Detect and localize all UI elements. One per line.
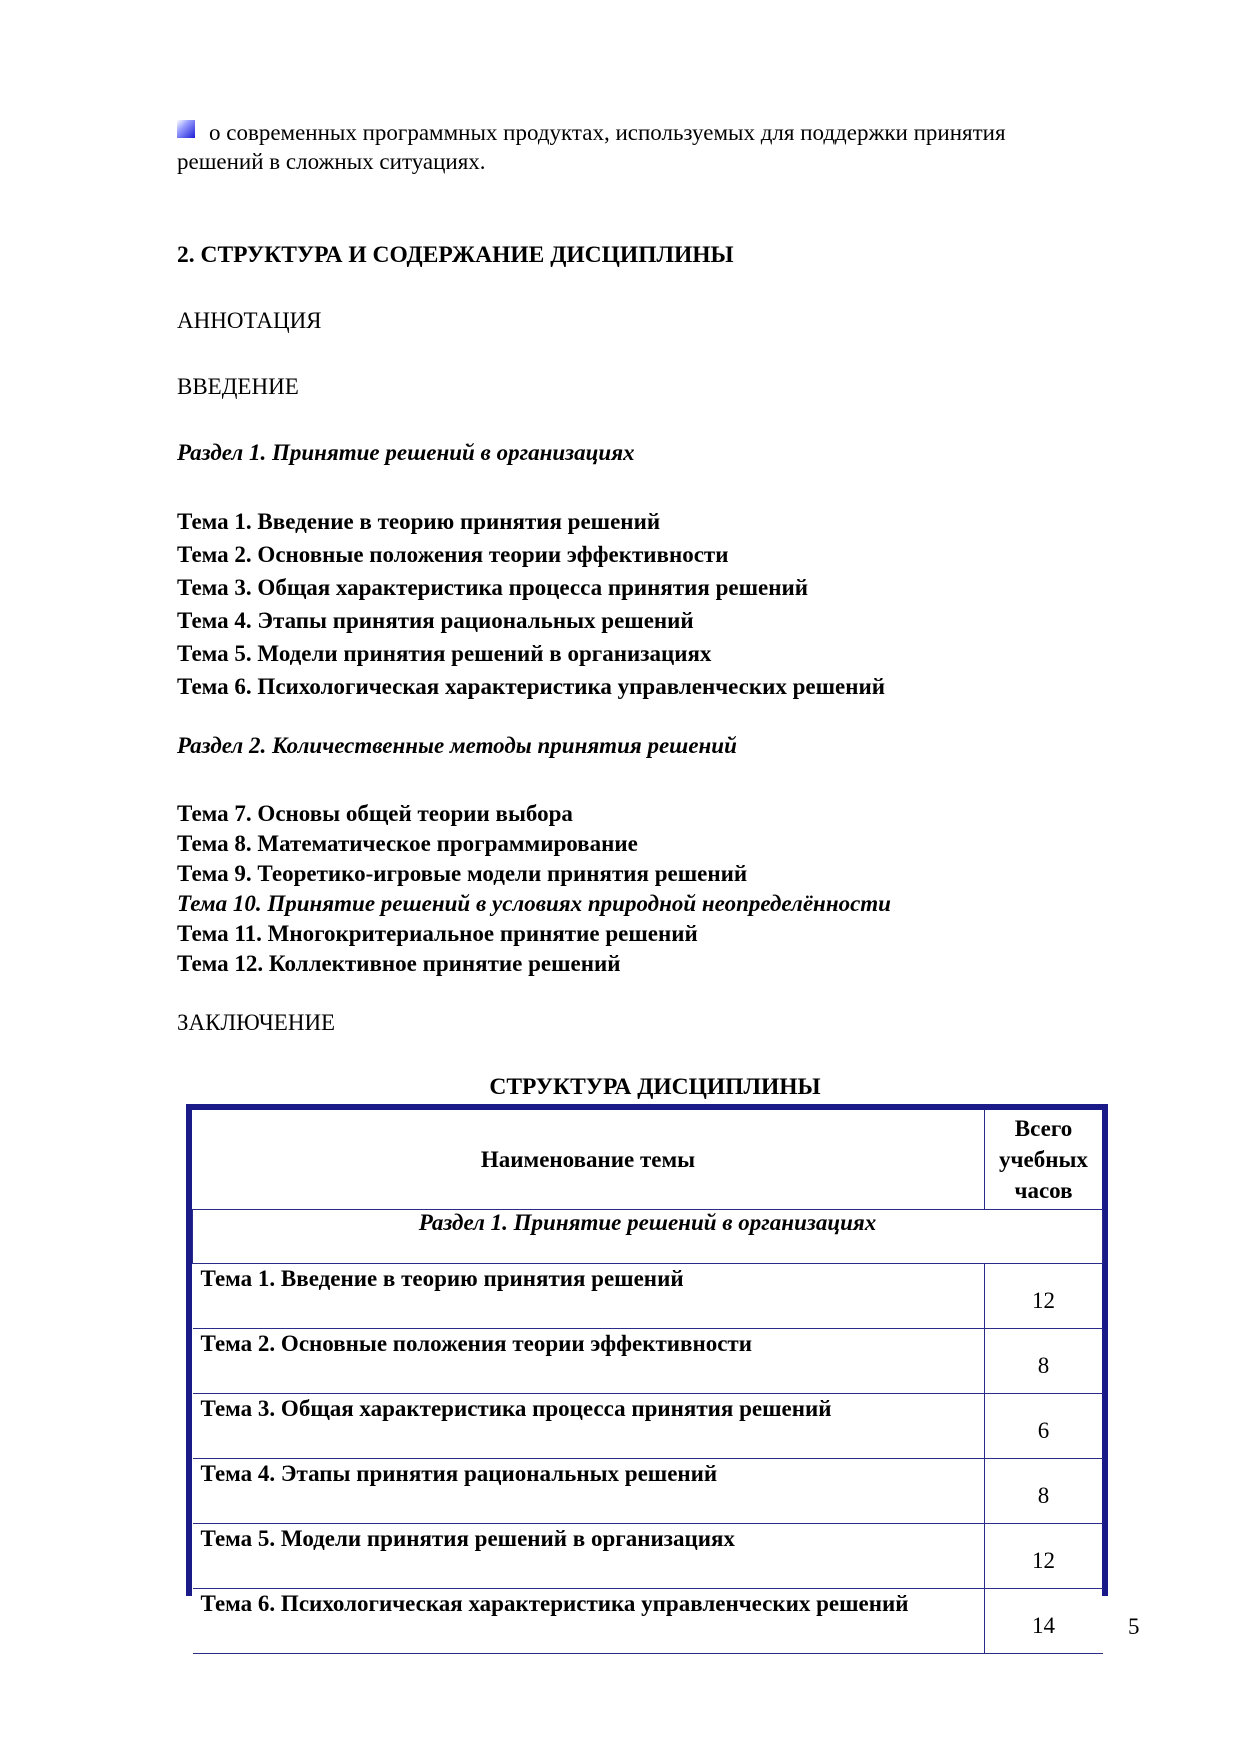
table-header-row — [193, 1110, 1103, 1210]
topic-item: Тема 3. Общая характеристика процесса принятия решений — [177, 575, 808, 600]
row-topic-name: Тема 4. Этапы принятия рациональных решений — [193, 1459, 985, 1524]
header-total-hours: Всего учебных часов — [984, 1110, 1103, 1210]
part2-title: Раздел 2. Количественные методы принятия решений — [177, 733, 737, 758]
row-topic-name: Тема 5. Модели принятия решений в организациях — [193, 1524, 985, 1589]
page-number: 5 — [1128, 1614, 1140, 1639]
table-row — [193, 1589, 1103, 1654]
table-section-row — [193, 1210, 1103, 1264]
topic-item: Тема 10. Принятие решений в условиях природной неопределённости — [177, 891, 891, 916]
topic-item: Тема 6. Психологическая характеристика управленческих решений — [177, 674, 886, 699]
topic-item: Тема 8. Математическое программирование — [177, 831, 638, 856]
row-hours: 8 — [984, 1329, 1103, 1394]
row-topic-name: Тема 3. Общая характеристика процесса принятия решений — [193, 1394, 985, 1459]
row-hours: 6 — [984, 1394, 1103, 1459]
row-hours: 12 — [984, 1524, 1103, 1589]
row-hours: 8 — [984, 1459, 1103, 1524]
topic-item: Тема 9. Теоретико-игровые модели принятия решений — [177, 861, 748, 886]
table-row — [193, 1329, 1103, 1394]
row-topic-name: Тема 1. Введение в теорию принятия решений — [193, 1264, 985, 1329]
table-title: СТРУКТУРА ДИСЦИПЛИНЫ — [489, 1074, 821, 1100]
part1-title: Раздел 1. Принятие решений в организациях — [177, 440, 635, 465]
row-hours: 14 — [984, 1589, 1103, 1654]
table-row — [193, 1394, 1103, 1459]
annotation-heading: АННОТАЦИЯ — [177, 308, 322, 333]
section-heading: 2. СТРУКТУРА И СОДЕРЖАНИЕ ДИСЦИПЛИНЫ — [177, 242, 734, 268]
table-row — [193, 1524, 1103, 1589]
row-topic-name: Тема 2. Основные положения теории эффективности — [193, 1329, 985, 1394]
section-row-title: Раздел 1. Принятие решений в организациях — [193, 1210, 1103, 1264]
topic-item: Тема 5. Модели принятия решений в организациях — [177, 641, 712, 666]
table-row — [193, 1459, 1103, 1524]
introduction-heading: ВВЕДЕНИЕ — [177, 374, 299, 399]
bullet-square-icon — [177, 120, 195, 138]
conclusion-heading: ЗАКЛЮЧЕНИЕ — [177, 1010, 336, 1035]
topic-item: Тема 2. Основные положения теории эффективности — [177, 542, 729, 567]
topic-item: Тема 4. Этапы принятия рациональных решений — [177, 608, 694, 633]
topic-item: Тема 7. Основы общей теории выбора — [177, 801, 573, 826]
part1-topic-list — [177, 505, 885, 703]
row-hours: 12 — [984, 1264, 1103, 1329]
topic-item: Тема 1. Введение в теорию принятия решений — [177, 509, 661, 534]
table-row — [193, 1264, 1103, 1329]
structure-table — [192, 1110, 1103, 1654]
bullet-text: о современных программных продуктах, используемых для поддержки принятия решений в сложных ситуациях. — [177, 120, 1006, 174]
topic-item: Тема 11. Многокритериальное принятие решений — [177, 921, 698, 946]
topic-item: Тема 12. Коллективное принятие решений — [177, 951, 621, 976]
bullet-paragraph — [177, 118, 1097, 176]
part2-topic-list — [177, 799, 891, 979]
row-topic-name: Тема 6. Психологическая характеристика управленческих решений — [193, 1589, 985, 1654]
header-topic-name: Наименование темы — [193, 1110, 985, 1210]
